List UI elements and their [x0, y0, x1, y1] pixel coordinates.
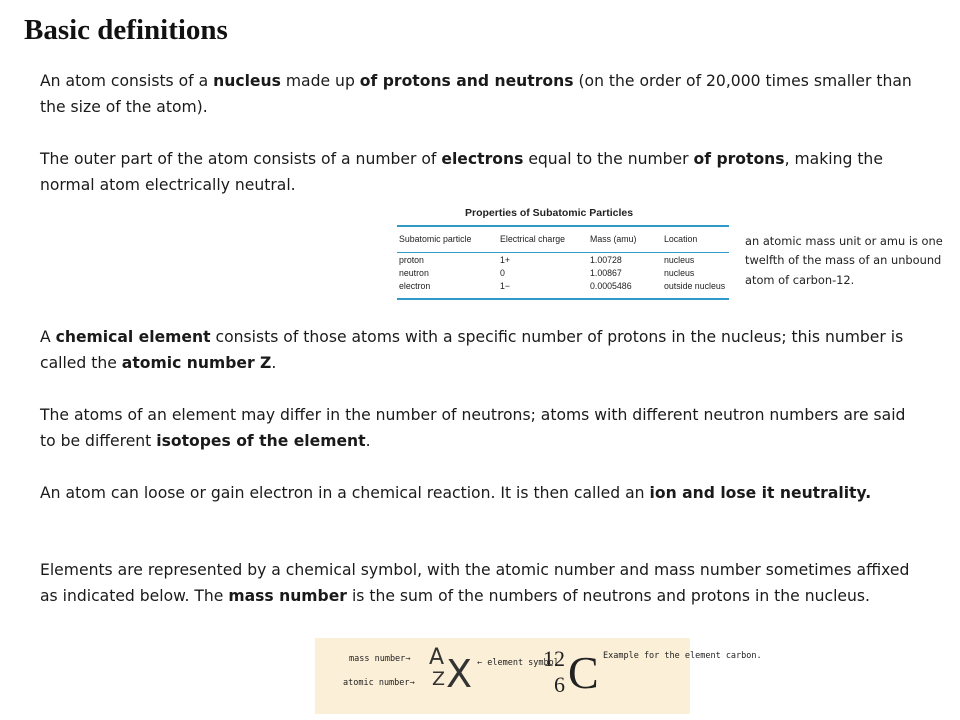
- bold-term: mass number: [228, 587, 347, 605]
- carbon-atomic-number: 6: [554, 672, 565, 697]
- bold-term: atomic number Z: [121, 354, 272, 372]
- text-run: .: [271, 354, 277, 372]
- subatomic-particles-table: [397, 205, 729, 300]
- text-run: consists of those atoms with a specific number of protons in the nucleus; this number is called the: [40, 328, 904, 372]
- text-run: Elements are represented by a chemical symbol, with the atomic number and mass number sometimes affixed as indicated below. The: [40, 561, 910, 605]
- mass-number-symbol: A: [429, 645, 445, 670]
- table-row: [397, 281, 729, 295]
- nuclide-notation-figure: [315, 638, 762, 714]
- atomic-number-symbol: Z: [432, 668, 446, 690]
- table-cell: nucleus: [664, 255, 695, 265]
- text-run: equal to the number: [523, 150, 694, 168]
- bold-term: nucleus: [213, 72, 281, 90]
- text-run: made up: [280, 72, 360, 90]
- table-cell: 0: [500, 268, 505, 278]
- paragraph-electrons: [40, 146, 920, 198]
- table-title: Properties of Subatomic Particles: [465, 207, 634, 219]
- text-run: , making the normal atom electrically neutral.: [40, 150, 883, 194]
- carbon-example-label: Example for the element carbon.: [603, 651, 762, 661]
- bold-term: of protons: [693, 150, 785, 168]
- element-symbol-label: ← element symbol: [477, 658, 559, 668]
- carbon-symbol: C: [568, 647, 599, 698]
- table-cell: 1.00728: [590, 255, 622, 265]
- carbon-mass-number: 12: [543, 646, 565, 671]
- text-run: The atoms of an element may differ in the number of neutrons; atoms with different neutron numbers are said to be different: [40, 406, 906, 450]
- table-rule: [397, 298, 729, 300]
- table-cell: electron: [399, 281, 431, 291]
- text-run: An atom consists of a: [40, 72, 214, 90]
- amu-definition-note: an atomic mass unit or amu is one twelfth of the mass of an unbound atom of carbon-12.: [745, 234, 943, 287]
- table-header-row: [397, 234, 729, 248]
- table-cell: nucleus: [664, 268, 695, 278]
- text-run: is the sum of the numbers of neutrons and protons in the nucleus.: [347, 587, 870, 605]
- bold-term: chemical element: [55, 328, 211, 346]
- table-cell: proton: [399, 255, 424, 265]
- table-header-cell: Location: [664, 234, 698, 244]
- paragraph-isotopes: [40, 402, 920, 454]
- table-header-cell: Subatomic particle: [399, 234, 472, 244]
- table-cell: 0.0005486: [590, 281, 632, 291]
- table-rule: [397, 225, 729, 227]
- text-run: The outer part of the atom consists of a number of: [40, 150, 442, 168]
- paragraph-chemical-element: [40, 324, 920, 376]
- table-header-cell: Mass (amu): [590, 234, 637, 244]
- table-rule: [397, 252, 729, 253]
- mass-number-label: mass number→: [349, 654, 411, 664]
- paragraph-ion: [40, 480, 920, 506]
- text-run: An atom can loose or gain electron in a chemical reaction. It is then called an: [40, 484, 650, 502]
- text-run: .: [365, 432, 371, 450]
- text-run: (on the order of 20,000 times smaller than the size of the atom).: [40, 72, 912, 116]
- table-cell: neutron: [399, 268, 429, 278]
- table-cell: 1+: [500, 255, 511, 265]
- table-cell: outside nucleus: [664, 281, 726, 291]
- table-row: [397, 255, 729, 269]
- paragraph-atom-nucleus: [40, 68, 920, 120]
- table-cell: 1−: [500, 281, 511, 291]
- bold-term: ion and lose it neutrality.: [649, 484, 872, 502]
- table-cell: 1.00867: [590, 268, 622, 278]
- table-header-cell: Electrical charge: [500, 234, 566, 244]
- table-row: [397, 268, 729, 282]
- atomic-number-label: atomic number→: [343, 678, 415, 688]
- text-run: A: [40, 328, 56, 346]
- bold-term: electrons: [441, 150, 524, 168]
- page-title: Basic definitions: [24, 14, 228, 46]
- bold-term: of protons and neutrons: [359, 72, 574, 90]
- element-symbol: X: [446, 652, 473, 696]
- paragraph-mass-number: [40, 557, 920, 609]
- bold-term: isotopes of the element: [156, 432, 366, 450]
